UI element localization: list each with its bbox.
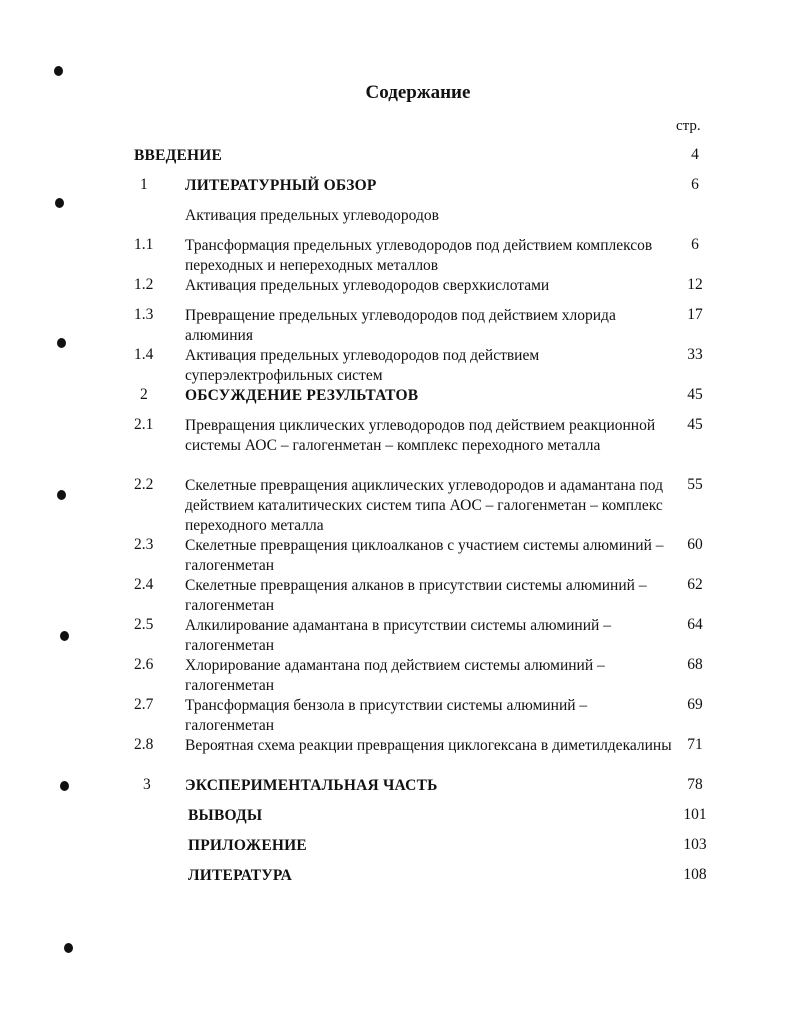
toc-entry-page: 68 (687, 656, 703, 673)
toc-entry-page: 60 (687, 536, 703, 553)
toc-entry-number: 2.6 (134, 656, 154, 673)
toc-entry-text: Активация предельных углеводородов под действием суперэлектрофильных систем (185, 347, 540, 384)
page-title: Содержание (365, 82, 471, 103)
toc-entry-number: 2.2 (134, 476, 154, 493)
toc-entry-number: 3 (143, 776, 151, 793)
toc-entry-text: Активация предельных углеводородов сверхкислотами (185, 277, 550, 294)
toc-entry-page: 78 (687, 776, 703, 793)
toc-entry-number: 2 (140, 386, 148, 403)
toc-entry-page: 103 (683, 836, 707, 853)
toc-entry-text: ЛИТЕРАТУРНЫЙ ОБЗОР (185, 177, 377, 194)
toc-entry-page: 45 (687, 416, 703, 433)
toc-entry-text: Активация предельных углеводородов (185, 207, 439, 224)
toc-entry-number: 2.3 (134, 536, 154, 553)
toc-entry-text: ВЫВОДЫ (188, 807, 263, 824)
binder-hole-mark (55, 198, 64, 208)
toc-entry-number: 1.4 (134, 346, 154, 363)
toc-entry-page: 4 (691, 146, 699, 163)
binder-hole-mark (64, 943, 73, 953)
toc-entry-text: Алкилирование адамантана в присутствии системы алюминий – галогенметан (185, 617, 611, 654)
toc-entry-text: ОБСУЖДЕНИЕ РЕЗУЛЬТАТОВ (185, 387, 419, 404)
toc-entry-text: Вероятная схема реакции превращения циклогексана в диметилдекалины (185, 737, 672, 754)
toc-entry-number: 2.4 (134, 576, 154, 593)
toc-entry-page: 101 (683, 806, 707, 823)
toc-entry-page: 17 (687, 306, 703, 323)
toc-entry-text: Скелетные превращения алканов в присутствии системы алюминий – галогенметан (185, 577, 647, 614)
page-column-label: стр. (676, 118, 701, 134)
toc-entry-page: 108 (683, 866, 707, 883)
toc-entry-text: ЛИТЕРАТУРА (188, 867, 292, 884)
toc-entry-text: Скелетные превращения циклоалканов с участием системы алюминий – галогенметан (185, 537, 664, 574)
toc-entry-number: 2.7 (134, 696, 154, 713)
toc-entry-number: 2.5 (134, 616, 154, 633)
binder-hole-mark (54, 66, 63, 76)
toc-entry-number: 1 (140, 176, 148, 193)
toc-entry-text: ЭКСПЕРИМЕНТАЛЬНАЯ ЧАСТЬ (185, 777, 438, 794)
toc-entry-text: Скелетные превращения ациклических углеводородов и адамантана под действием каталитических систем типа АОС – галогенметан – комплекс переходного металла (185, 477, 663, 534)
toc-entry-number: 1.3 (134, 306, 154, 323)
toc-entry-text: ВВЕДЕНИЕ (134, 147, 223, 164)
binder-hole-mark (57, 490, 66, 500)
toc-entry-text: Трансформация предельных углеводородов под действием комплексов переходных и непереходных металлов (185, 237, 653, 274)
toc-entry-text: Превращение предельных углеводородов под действием хлорида алюминия (185, 307, 616, 344)
toc-entry-page: 55 (687, 476, 703, 493)
toc-entry-number: 2.1 (134, 416, 154, 433)
toc-entry-page: 69 (687, 696, 703, 713)
binder-hole-mark (60, 631, 69, 641)
toc-entry-text: Трансформация бензола в присутствии системы алюминий – галогенметан (185, 697, 588, 734)
binder-hole-mark (60, 781, 69, 791)
toc-entry-page: 33 (687, 346, 703, 363)
toc-entry-text: Превращения циклических углеводородов под действием реакционной системы АОС – галогенметан – комплекс переходного металла (185, 417, 656, 454)
toc-entry-text: ПРИЛОЖЕНИЕ (188, 837, 307, 854)
toc-entry-page: 62 (687, 576, 703, 593)
toc-entry-page: 6 (691, 236, 699, 253)
toc-entry-page: 6 (691, 176, 699, 193)
toc-entry-number: 1.2 (134, 276, 154, 293)
binder-hole-mark (57, 338, 66, 348)
toc-entry-page: 45 (687, 386, 703, 403)
toc-entry-page: 64 (687, 616, 703, 633)
toc-entry-page: 12 (687, 276, 703, 293)
toc-entry-page: 71 (687, 736, 703, 753)
toc-entry-text: Хлорирование адамантана под действием системы алюминий – галогенметан (185, 657, 605, 694)
toc-entry-number: 1.1 (134, 236, 154, 253)
toc-entry-number: 2.8 (134, 736, 154, 753)
